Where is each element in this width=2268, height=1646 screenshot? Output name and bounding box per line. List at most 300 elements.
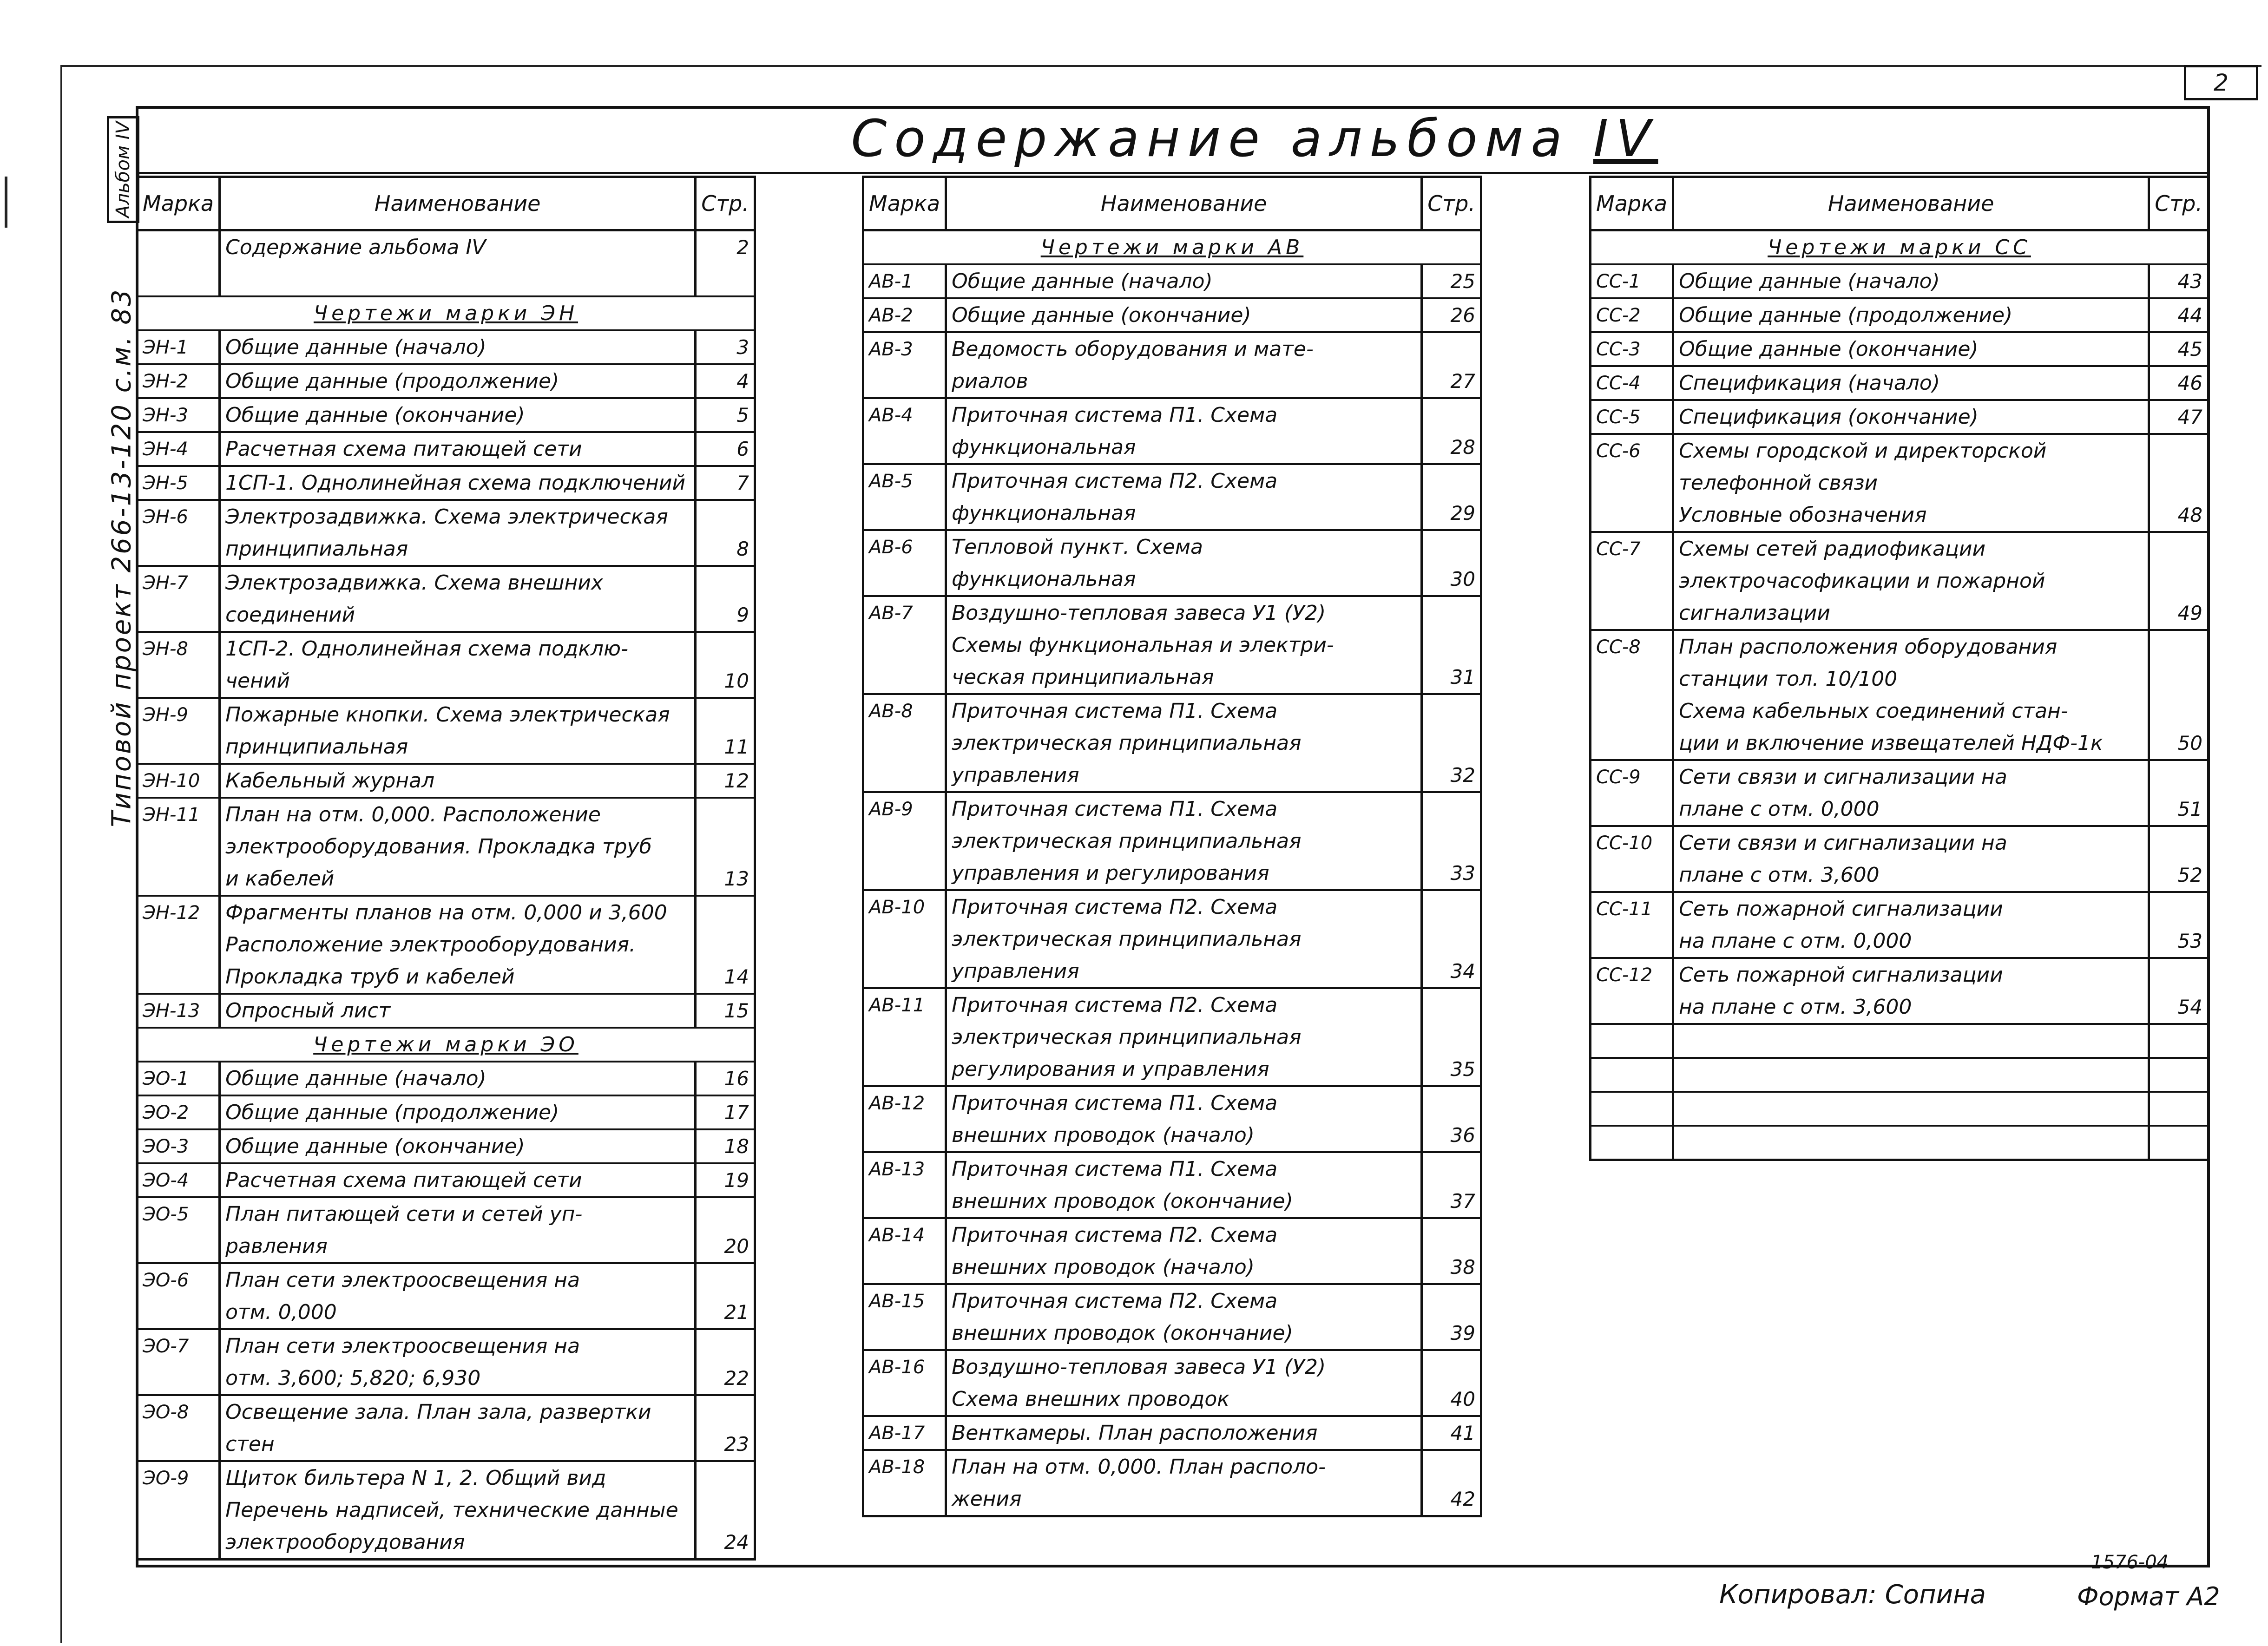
toc-row <box>137 466 755 500</box>
row-name: Опросный лист <box>220 994 696 1028</box>
row-mark: ЭН-1 <box>137 330 220 364</box>
row-name: сигнализации <box>1673 597 2149 630</box>
title-divider <box>136 172 2210 174</box>
row-name: Приточная система П1. Схема <box>946 398 1422 431</box>
row-name: Электрозадвижка. Схема внешних <box>220 566 696 599</box>
copied-by: Копировал: Сопина <box>1719 1580 1986 1610</box>
toc-row <box>137 1428 755 1461</box>
row-page <box>696 1197 755 1230</box>
toc-row <box>137 330 755 364</box>
row-page: 44 <box>2149 298 2209 332</box>
row-page: 8 <box>696 533 755 566</box>
row-name: Схемы городской и директорской <box>1673 434 2149 467</box>
row-mark: АВ-5 <box>863 464 946 497</box>
row-page: 2 <box>696 230 755 264</box>
row-mark <box>863 955 946 988</box>
toc-row <box>863 431 1481 464</box>
toc-row <box>863 1383 1481 1416</box>
row-page: 47 <box>2149 400 2209 434</box>
toc-row <box>863 530 1481 563</box>
row-name: Приточная система П1. Схема <box>946 694 1422 727</box>
row-mark: СС-5 <box>1591 400 1673 434</box>
row-page <box>1422 596 1481 629</box>
row-mark <box>1591 991 1673 1024</box>
row-mark: ЭО-9 <box>137 1461 220 1494</box>
row-mark <box>137 263 220 296</box>
row-name: Сеть пожарной сигнализации <box>1673 958 2149 991</box>
row-page: 12 <box>696 764 755 798</box>
toc-row <box>1591 826 2209 859</box>
toc-row <box>1591 925 2209 958</box>
row-mark <box>863 923 946 955</box>
row-name: Сети связи и сигнализации на <box>1673 826 2149 859</box>
row-mark: АВ-8 <box>863 694 946 727</box>
toc-row <box>1591 695 2209 727</box>
row-page <box>2149 663 2209 695</box>
row-page: 26 <box>1422 298 1481 332</box>
row-mark <box>137 1230 220 1263</box>
row-page <box>1422 629 1481 661</box>
row-page: 6 <box>696 432 755 466</box>
row-name: План питающей сети и сетей уп- <box>220 1197 696 1230</box>
row-mark: ЭН-5 <box>137 466 220 500</box>
row-page: 10 <box>696 665 755 698</box>
toc-row <box>137 1526 755 1560</box>
row-page <box>696 1395 755 1428</box>
row-name: принципиальная <box>220 533 696 566</box>
toc-row <box>1591 298 2209 332</box>
row-name: План сети электроосвещения на <box>220 1329 696 1362</box>
row-name <box>1673 1058 2149 1092</box>
toc-row <box>137 863 755 896</box>
row-page <box>696 798 755 831</box>
row-page: 33 <box>1422 857 1481 890</box>
row-page <box>1422 792 1481 825</box>
row-page <box>1422 464 1481 497</box>
toc-row <box>1591 630 2209 663</box>
row-name: Приточная система П2. Схема <box>946 1284 1422 1317</box>
header-mark: Марка <box>137 177 220 230</box>
row-name: внешних проводок (окончание) <box>946 1185 1422 1218</box>
row-name: Схема кабельных соединений стан- <box>1673 695 2149 727</box>
row-page: 3 <box>696 330 755 364</box>
row-name: Спецификация (окончание) <box>1673 400 2149 434</box>
row-page <box>1422 1350 1481 1383</box>
row-page: 20 <box>696 1230 755 1263</box>
toc-row <box>137 230 755 264</box>
toc-row <box>1591 663 2209 695</box>
row-page: 35 <box>1422 1053 1481 1086</box>
row-page: 13 <box>696 863 755 896</box>
row-name: Приточная система П1. Схема <box>946 1086 1422 1119</box>
row-mark: СС-10 <box>1591 826 1673 859</box>
row-name: электрооборудования <box>220 1526 696 1560</box>
header-mark: Марка <box>863 177 946 230</box>
toc-row <box>863 1317 1481 1350</box>
row-mark: АВ-1 <box>863 264 946 298</box>
row-name: Расположение электрооборудования. <box>220 929 696 961</box>
toc-table-right <box>1589 176 2209 1161</box>
toc-row <box>863 727 1481 759</box>
row-mark <box>137 1526 220 1560</box>
row-name: Общие данные (продолжение) <box>1673 298 2149 332</box>
row-name: Расчетная схема питающей сети <box>220 432 696 466</box>
toc-row <box>137 1062 755 1095</box>
toc-row <box>863 661 1481 694</box>
row-page: 11 <box>696 731 755 764</box>
row-mark: ЭН-10 <box>137 764 220 798</box>
row-name: регулирования и управления <box>946 1053 1422 1086</box>
row-name: электрооборудования. Прокладка труб <box>220 831 696 863</box>
row-page: 5 <box>696 398 755 432</box>
section-heading: Чертежи марки ЭН <box>137 296 755 330</box>
row-name: функциональная <box>946 431 1422 464</box>
row-mark: СС-9 <box>1591 760 1673 793</box>
row-mark <box>137 831 220 863</box>
toc-row <box>1591 565 2209 597</box>
row-name: электрочасофикации и пожарной <box>1673 565 2149 597</box>
row-name: управления <box>946 955 1422 988</box>
row-mark <box>1591 597 1673 630</box>
row-name: Воздушно-тепловая завеса У1 (У2) <box>946 1350 1422 1383</box>
row-mark: ЭН-2 <box>137 364 220 398</box>
row-page <box>696 1461 755 1494</box>
toc-row <box>1591 793 2209 826</box>
row-page <box>2149 467 2209 499</box>
row-page <box>696 1494 755 1526</box>
toc-row <box>137 1329 755 1362</box>
toc-row <box>137 1095 755 1129</box>
toc-row <box>137 1494 755 1526</box>
row-page <box>696 929 755 961</box>
row-name: Приточная система П1. Схема <box>946 792 1422 825</box>
toc-row <box>1591 760 2209 793</box>
row-page: 45 <box>2149 332 2209 366</box>
toc-row <box>137 632 755 665</box>
toc-row <box>1591 859 2209 892</box>
row-page: 9 <box>696 599 755 632</box>
row-page: 29 <box>1422 497 1481 530</box>
row-name: План расположения оборудования <box>1673 630 2149 663</box>
row-name: Приточная система П2. Схема <box>946 464 1422 497</box>
row-mark: ЭО-5 <box>137 1197 220 1230</box>
row-name: Приточная система П2. Схема <box>946 890 1422 923</box>
row-name: Общие данные (продолжение) <box>220 1095 696 1129</box>
toc-row <box>863 1284 1481 1317</box>
toc-row <box>863 497 1481 530</box>
row-name: функциональная <box>946 563 1422 596</box>
toc-row <box>137 1461 755 1494</box>
row-mark: ЭН-11 <box>137 798 220 831</box>
row-page: 19 <box>696 1163 755 1197</box>
header-name: Наименование <box>220 177 696 230</box>
row-name: плане с отм. 3,600 <box>1673 859 2149 892</box>
side-project-label: Типовой проект 266-13-120 с.м. 83 <box>106 288 137 827</box>
row-page <box>2149 892 2209 925</box>
row-mark <box>137 533 220 566</box>
row-page <box>1422 923 1481 955</box>
row-name: Фрагменты планов на отм. 0,000 и 3,600 <box>220 896 696 929</box>
row-page <box>2149 1092 2209 1126</box>
row-page: 28 <box>1422 431 1481 464</box>
row-page: 36 <box>1422 1119 1481 1152</box>
toc-row <box>863 365 1481 398</box>
row-page: 51 <box>2149 793 2209 826</box>
row-mark: ЭО-6 <box>137 1263 220 1296</box>
row-mark: АВ-13 <box>863 1152 946 1185</box>
row-mark <box>137 1428 220 1461</box>
row-page <box>2149 434 2209 467</box>
row-page: 39 <box>1422 1317 1481 1350</box>
row-page <box>696 896 755 929</box>
row-page: 41 <box>1422 1416 1481 1450</box>
toc-row <box>863 264 1481 298</box>
row-name: управления <box>946 759 1422 792</box>
row-name: Схемы сетей радиофикации <box>1673 532 2149 565</box>
toc-row <box>137 1395 755 1428</box>
toc-row <box>863 857 1481 890</box>
row-mark: ЭН-13 <box>137 994 220 1028</box>
row-page <box>1422 825 1481 857</box>
row-mark <box>863 563 946 596</box>
row-mark: СС-3 <box>1591 332 1673 366</box>
row-page: 54 <box>2149 991 2209 1024</box>
row-page <box>696 698 755 731</box>
row-mark: АВ-10 <box>863 890 946 923</box>
row-name <box>1673 1092 2149 1126</box>
row-mark <box>863 1119 946 1152</box>
row-name: Перечень надписей, технические данные <box>220 1494 696 1526</box>
row-mark: ЭО-2 <box>137 1095 220 1129</box>
toc-row <box>137 398 755 432</box>
row-page <box>696 1329 755 1362</box>
toc-row <box>863 1483 1481 1516</box>
row-name: Тепловой пункт. Схема <box>946 530 1422 563</box>
toc-row <box>863 1416 1481 1450</box>
toc-row <box>137 364 755 398</box>
row-page <box>2149 1126 2209 1160</box>
row-mark: ЭН-3 <box>137 398 220 432</box>
toc-row <box>1591 434 2209 467</box>
row-mark: ЭН-9 <box>137 698 220 731</box>
header-name: Наименование <box>1673 177 2149 230</box>
row-name: Схемы функциональная и электри- <box>946 629 1422 661</box>
row-mark <box>1591 859 1673 892</box>
header-page: Стр. <box>1422 177 1481 230</box>
row-mark: ЭН-4 <box>137 432 220 466</box>
row-page: 37 <box>1422 1185 1481 1218</box>
row-mark <box>137 599 220 632</box>
row-mark: АВ-2 <box>863 298 946 332</box>
row-name: Общие данные (окончание) <box>220 398 696 432</box>
row-name: Расчетная схема питающей сети <box>220 1163 696 1197</box>
row-mark: ЭО-8 <box>137 1395 220 1428</box>
row-mark <box>137 1494 220 1526</box>
section-heading: Чертежи марки ЭО <box>137 1028 755 1062</box>
row-page: 25 <box>1422 264 1481 298</box>
row-mark <box>1591 1024 1673 1058</box>
toc-row <box>863 332 1481 365</box>
row-mark <box>863 1383 946 1416</box>
row-mark <box>1591 1092 1673 1126</box>
row-mark <box>1591 565 1673 597</box>
page-title <box>604 106 1905 171</box>
row-mark: АВ-12 <box>863 1086 946 1119</box>
title-numeral: IV <box>1593 109 1658 168</box>
row-name: жения <box>946 1483 1422 1516</box>
row-name: управления и регулирования <box>946 857 1422 890</box>
row-page <box>1422 988 1481 1021</box>
toc-row <box>1591 332 2209 366</box>
row-page <box>1422 1086 1481 1119</box>
toc-row <box>137 896 755 929</box>
toc-row <box>137 731 755 764</box>
toc-row <box>863 923 1481 955</box>
toc-row <box>1591 264 2209 298</box>
row-name: Ведомость оборудования и мате- <box>946 332 1422 365</box>
row-mark: ЭН-12 <box>137 896 220 929</box>
header-page: Стр. <box>696 177 755 230</box>
row-page <box>1422 332 1481 365</box>
toc-row <box>863 792 1481 825</box>
row-page: 34 <box>1422 955 1481 988</box>
header-name: Наименование <box>946 177 1422 230</box>
row-page <box>1422 1450 1481 1483</box>
row-page: 46 <box>2149 366 2209 400</box>
row-mark <box>137 1296 220 1329</box>
toc-row <box>1591 499 2209 532</box>
row-page <box>1422 890 1481 923</box>
row-page: 7 <box>696 466 755 500</box>
row-mark: АВ-14 <box>863 1218 946 1251</box>
row-name: Прокладка труб и кабелей <box>220 961 696 994</box>
row-name: внешних проводок (окончание) <box>946 1317 1422 1350</box>
row-mark: СС-7 <box>1591 532 1673 565</box>
row-page: 14 <box>696 961 755 994</box>
toc-row <box>137 1296 755 1329</box>
row-name: Щиток бильтера N 1, 2. Общий вид <box>220 1461 696 1494</box>
row-mark <box>1591 499 1673 532</box>
row-name <box>1673 1024 2149 1058</box>
row-page <box>1422 398 1481 431</box>
row-page <box>2149 958 2209 991</box>
row-page: 30 <box>1422 563 1481 596</box>
row-mark: СС-8 <box>1591 630 1673 663</box>
title-text: Содержание альбома <box>851 109 1570 168</box>
row-page: 42 <box>1422 1483 1481 1516</box>
row-name: Содержание альбома IV <box>220 230 696 264</box>
toc-row <box>1591 400 2209 434</box>
row-mark: ЭН-8 <box>137 632 220 665</box>
toc-row <box>1591 892 2209 925</box>
row-mark: ЭН-7 <box>137 566 220 599</box>
row-mark: АВ-15 <box>863 1284 946 1317</box>
row-name: принципиальная <box>220 731 696 764</box>
toc-row <box>137 1129 755 1163</box>
row-name: Освещение зала. План зала, развертки <box>220 1395 696 1428</box>
toc-row <box>137 1028 755 1062</box>
toc-row <box>1591 366 2209 400</box>
toc-row <box>137 1163 755 1197</box>
toc-row <box>1591 727 2209 760</box>
row-page: 49 <box>2149 597 2209 630</box>
drawing-code: 1576-04 <box>2091 1552 2169 1573</box>
row-name: Общие данные (начало) <box>946 264 1422 298</box>
row-name <box>220 263 696 296</box>
toc-row <box>863 298 1481 332</box>
row-name: Приточная система П2. Схема <box>946 988 1422 1021</box>
row-name: электрическая принципиальная <box>946 727 1422 759</box>
row-mark <box>137 731 220 764</box>
toc-row <box>137 1230 755 1263</box>
toc-row <box>863 1021 1481 1053</box>
row-name: Спецификация (начало) <box>1673 366 2149 400</box>
row-mark <box>863 365 946 398</box>
row-page: 24 <box>696 1526 755 1560</box>
toc-row <box>137 798 755 831</box>
row-mark: ЭН-6 <box>137 500 220 533</box>
row-name: функциональная <box>946 497 1422 530</box>
toc-row <box>137 263 755 296</box>
row-page <box>1422 530 1481 563</box>
row-mark <box>863 857 946 890</box>
row-page: 48 <box>2149 499 2209 532</box>
row-name: электрическая принципиальная <box>946 825 1422 857</box>
row-name: Сети связи и сигнализации на <box>1673 760 2149 793</box>
row-name: Пожарные кнопки. Схема электрическая <box>220 698 696 731</box>
row-page <box>1422 1284 1481 1317</box>
row-mark <box>1591 663 1673 695</box>
toc-row <box>863 988 1481 1021</box>
row-mark: АВ-7 <box>863 596 946 629</box>
toc-row <box>137 831 755 863</box>
row-name: соединений <box>220 599 696 632</box>
row-mark <box>1591 467 1673 499</box>
toc-row <box>137 1263 755 1296</box>
toc-row <box>863 1086 1481 1119</box>
header-mark: Марка <box>1591 177 1673 230</box>
row-mark <box>1591 727 1673 760</box>
row-mark <box>863 431 946 464</box>
row-name: Общие данные (начало) <box>220 1062 696 1095</box>
row-page <box>696 632 755 665</box>
row-mark: ЭО-3 <box>137 1129 220 1163</box>
row-mark: СС-1 <box>1591 264 1673 298</box>
toc-row <box>863 1218 1481 1251</box>
row-page: 23 <box>696 1428 755 1461</box>
toc-row <box>863 1350 1481 1383</box>
binding-mark <box>5 177 7 228</box>
row-name: электрическая принципиальная <box>946 923 1422 955</box>
row-mark <box>137 961 220 994</box>
row-name: отм. 3,600; 5,820; 6,930 <box>220 1362 696 1395</box>
toc-row <box>863 398 1481 431</box>
row-page <box>1422 1218 1481 1251</box>
toc-table-left <box>136 176 756 1561</box>
row-name: отм. 0,000 <box>220 1296 696 1329</box>
row-name: Воздушно-тепловая завеса У1 (У2) <box>946 596 1422 629</box>
row-page: 40 <box>1422 1383 1481 1416</box>
toc-row <box>1591 597 2209 630</box>
row-page: 43 <box>2149 264 2209 298</box>
row-page <box>2149 1024 2209 1058</box>
row-name: и кабелей <box>220 863 696 896</box>
row-mark: АВ-11 <box>863 988 946 1021</box>
row-mark <box>137 1362 220 1395</box>
toc-row <box>1591 1058 2209 1092</box>
toc-row <box>1591 958 2209 991</box>
toc-row <box>137 533 755 566</box>
